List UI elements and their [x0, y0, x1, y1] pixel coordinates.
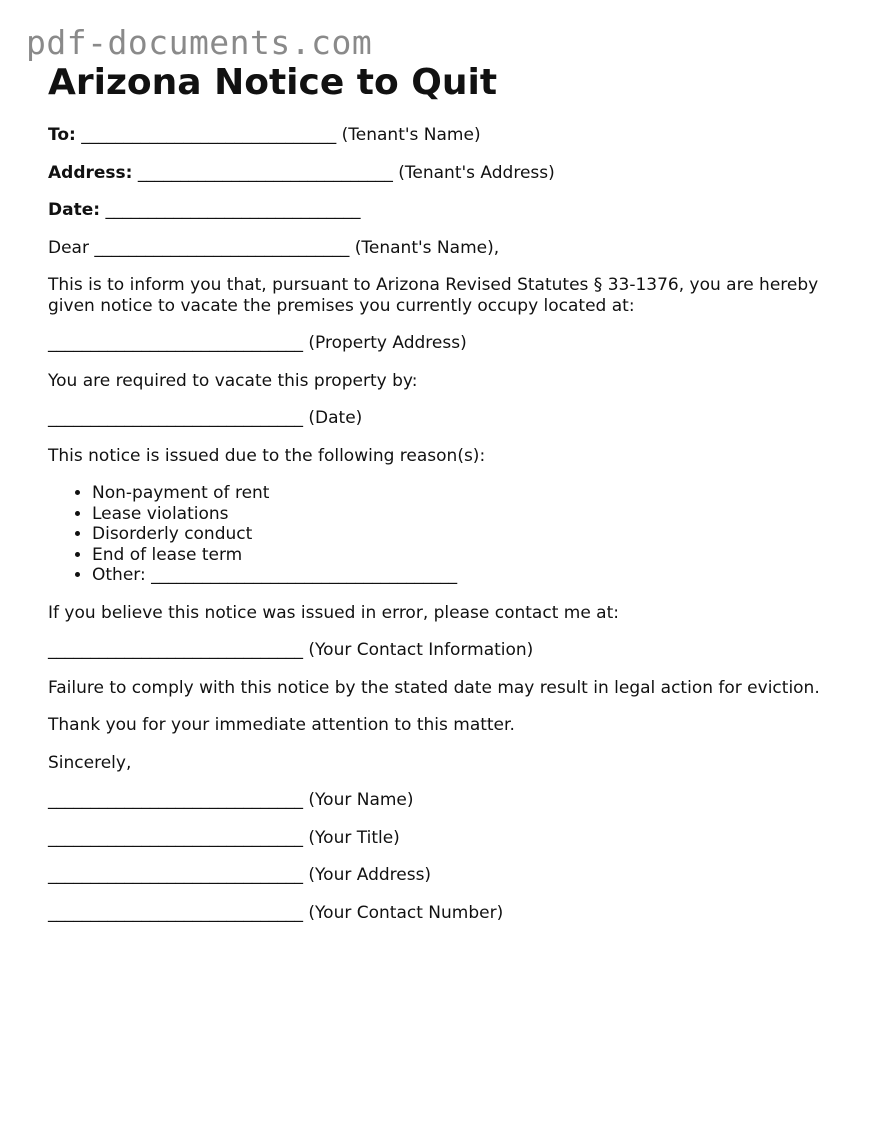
signature-name-field — [48, 790, 848, 811]
other-label: Other: — [92, 565, 146, 586]
date-field — [48, 200, 848, 221]
reason-item: • Disorderly conduct — [92, 524, 848, 545]
reasons-list — [48, 483, 848, 586]
intro-paragraph: This is to inform you that, pursuant to Arizona Revised Statutes § 33-1376, you are hereby given notice to vacate the premises you currently occupy located at: — [48, 275, 819, 316]
reasons-intro: This notice is issued due to the following reason(s): — [48, 445, 486, 466]
signature-address-field — [48, 865, 848, 886]
reason-item: • Lease violations — [92, 504, 848, 525]
contact-info-field — [48, 640, 848, 661]
to-hint: (Tenant's Name) — [341, 125, 481, 146]
reason-item-other — [92, 565, 848, 586]
property-address-field — [48, 333, 848, 354]
salutation — [48, 238, 848, 259]
dear-text: Dear — [48, 237, 89, 258]
signature-number-field — [48, 903, 848, 924]
property-address-blank[interactable]: ______________________________ — [48, 333, 303, 354]
other-reason-blank[interactable]: ____________________________________ — [151, 565, 458, 586]
date-blank[interactable]: ______________________________ — [105, 200, 361, 221]
contact-intro: If you believe this notice was issued in error, please contact me at: — [48, 602, 619, 623]
signature-address-hint: (Your Address) — [308, 865, 432, 886]
contact-info-hint: (Your Contact Information) — [308, 640, 534, 661]
watermark: pdf-documents.com — [26, 23, 373, 62]
date-label: Date: — [48, 200, 101, 221]
to-label: To: — [48, 125, 76, 146]
contact-info-blank[interactable]: ______________________________ — [48, 640, 303, 661]
vacate-by-text: You are required to vacate this property by: — [48, 370, 418, 391]
to-blank[interactable]: ______________________________ — [81, 125, 337, 146]
signature-name-hint: (Your Name) — [308, 790, 414, 811]
failure-warning: Failure to comply with this notice by the stated date may result in legal action for eviction. — [48, 677, 820, 698]
vacate-date-field — [48, 408, 848, 429]
reason-item: • Non-payment of rent — [92, 483, 848, 504]
signature-title-blank[interactable]: ______________________________ — [48, 827, 303, 848]
reason-item: • End of lease term — [92, 545, 848, 566]
to-field — [48, 125, 848, 146]
property-address-hint: (Property Address) — [308, 333, 467, 354]
salutation-hint: (Tenant's Name), — [354, 237, 500, 258]
closing-text: Sincerely, — [48, 752, 132, 773]
signature-number-hint: (Your Contact Number) — [308, 902, 504, 923]
signature-number-blank[interactable]: ______________________________ — [48, 902, 303, 923]
vacate-date-hint: (Date) — [308, 408, 363, 429]
address-label: Address: — [48, 162, 133, 183]
signature-name-blank[interactable]: ______________________________ — [48, 790, 303, 811]
address-hint: (Tenant's Address) — [398, 162, 555, 183]
thanks-text: Thank you for your immediate attention to this matter. — [48, 715, 515, 736]
address-field — [48, 163, 848, 184]
signature-title-hint: (Your Title) — [308, 827, 400, 848]
signature-title-field — [48, 828, 848, 849]
address-blank[interactable]: ______________________________ — [137, 162, 393, 183]
vacate-date-blank[interactable]: ______________________________ — [48, 408, 303, 429]
document-page — [48, 62, 848, 940]
tenant-name-blank[interactable]: ______________________________ — [94, 237, 350, 258]
signature-address-blank[interactable]: ______________________________ — [48, 865, 303, 886]
document-title: Arizona Notice to Quit — [48, 62, 498, 103]
